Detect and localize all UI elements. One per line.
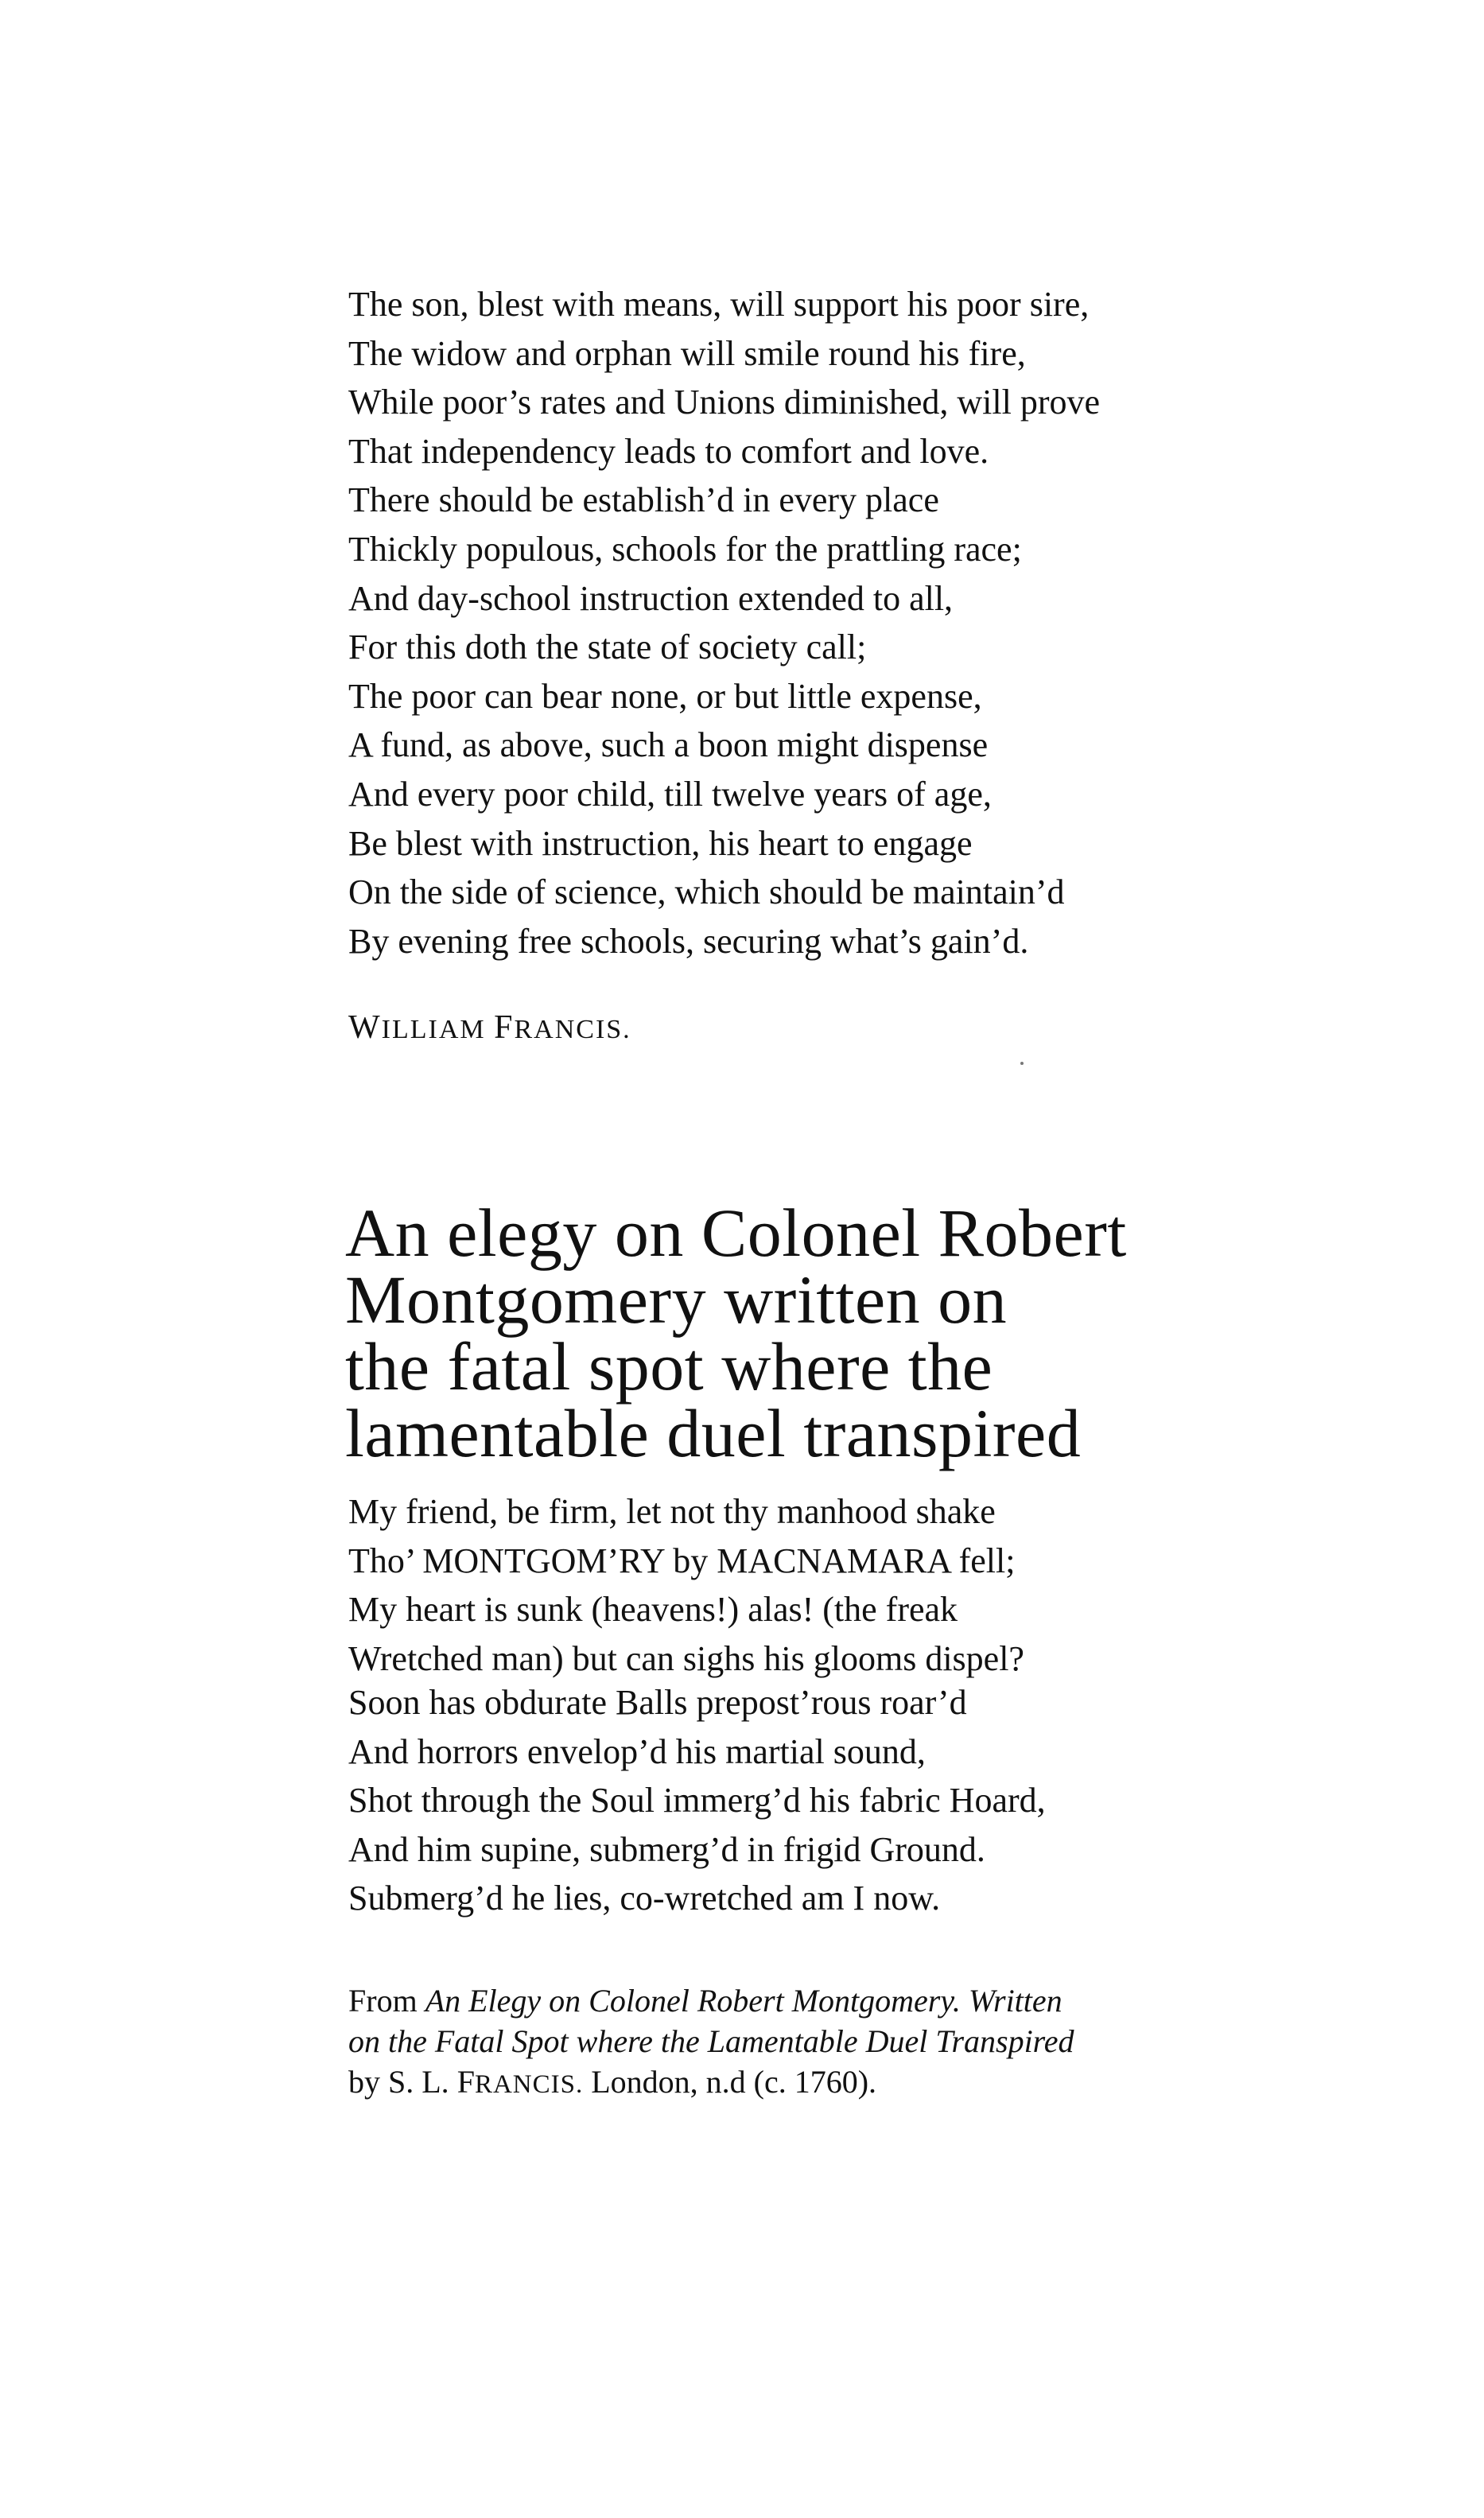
poem-line: There should be establish’d in every place [348,480,939,520]
poem-line: Shot through the Soul immerg’d his fabric Hoard, [348,1781,1046,1820]
title-line: Montgomery written on [345,1261,1008,1338]
poem-line: And him supine, submerg’d in frigid Ground. [348,1829,985,1869]
citation-line [348,1980,1382,2021]
elegy-stanza-1 [348,1487,1382,1683]
poem-line: Be blest with instruction, his heart to engage [348,823,973,863]
author-name-rest: RANCIS. [514,1015,631,1044]
poem-line: My friend, be firm, let not thy manhood shake [348,1492,996,1531]
poem-line: While poor’s rates and Unions diminished, will prove [348,383,1101,422]
poem-line: By evening free schools, securing what’s gain’d. [348,921,1029,961]
poem-author [348,1008,631,1047]
citation-by: by S. L. [348,2064,449,2100]
author-initial: W [348,1009,382,1046]
poem-william-francis [348,280,1303,966]
author-name-rest: ILLIAM [381,1015,486,1044]
title-line: An elegy on Colonel Robert [345,1195,1127,1271]
poem-line: Soon has obdurate Balls prepost’rous roar’d [348,1683,967,1722]
poem-line: The widow and orphan will smile round his fire, [348,333,1026,373]
citation-title: An Elegy on Colonel Robert Montgomery. Written [425,1983,1062,2019]
poem-line: And every poor child, till twelve years of age, [348,774,992,814]
poem-line: And horrors envelop’d his martial sound, [348,1731,926,1771]
print-speck [1020,1062,1024,1065]
source-citation [348,1980,1382,2105]
poem-line: Tho’ MONTGOM’RY by MACNAMARA fell; [348,1541,1016,1580]
citation-line [348,2061,1382,2105]
citation-title-cont: on the Fatal Spot where the Lamentable Duel Transpired [348,2023,1074,2059]
poem-line: For this doth the state of society call; [348,628,867,667]
title-line: the fatal spot where the [345,1328,993,1405]
poem-line: Submerg’d he lies, co-wretched am I now. [348,1879,941,1918]
poem-line: My heart is sunk (heavens!) alas! (the freak [348,1590,958,1630]
author-initial: F [494,1009,515,1046]
poem-line: The poor can bear none, or but little expense, [348,676,982,716]
poem-line: On the side of science, which should be maintain’d [348,872,1065,912]
citation-author-initial: F [456,2064,475,2100]
citation-line [348,2021,1382,2061]
citation-prefix: From [348,1983,418,2019]
poem-line: That independency leads to comfort and love. [348,431,989,471]
elegy-stanza-2 [348,1678,1382,1923]
poem-line: The son, blest with means, will support his poor sire, [348,285,1090,324]
poem-line: And day-school instruction extended to all, [348,578,954,618]
elegy-title [345,1195,1443,1471]
poem-line: Thickly populous, schools for the prattling race; [348,529,1022,569]
citation-author-rest: RANCIS. [474,2070,584,2099]
poem-line: A fund, as above, such a boon might dispense [348,725,989,765]
poem-line: Wretched man) but can sighs his glooms dispel? [348,1638,1024,1678]
title-line: lamentable duel transpired [345,1395,1082,1471]
citation-publication: London, n.d (c. 1760). [591,2064,877,2100]
